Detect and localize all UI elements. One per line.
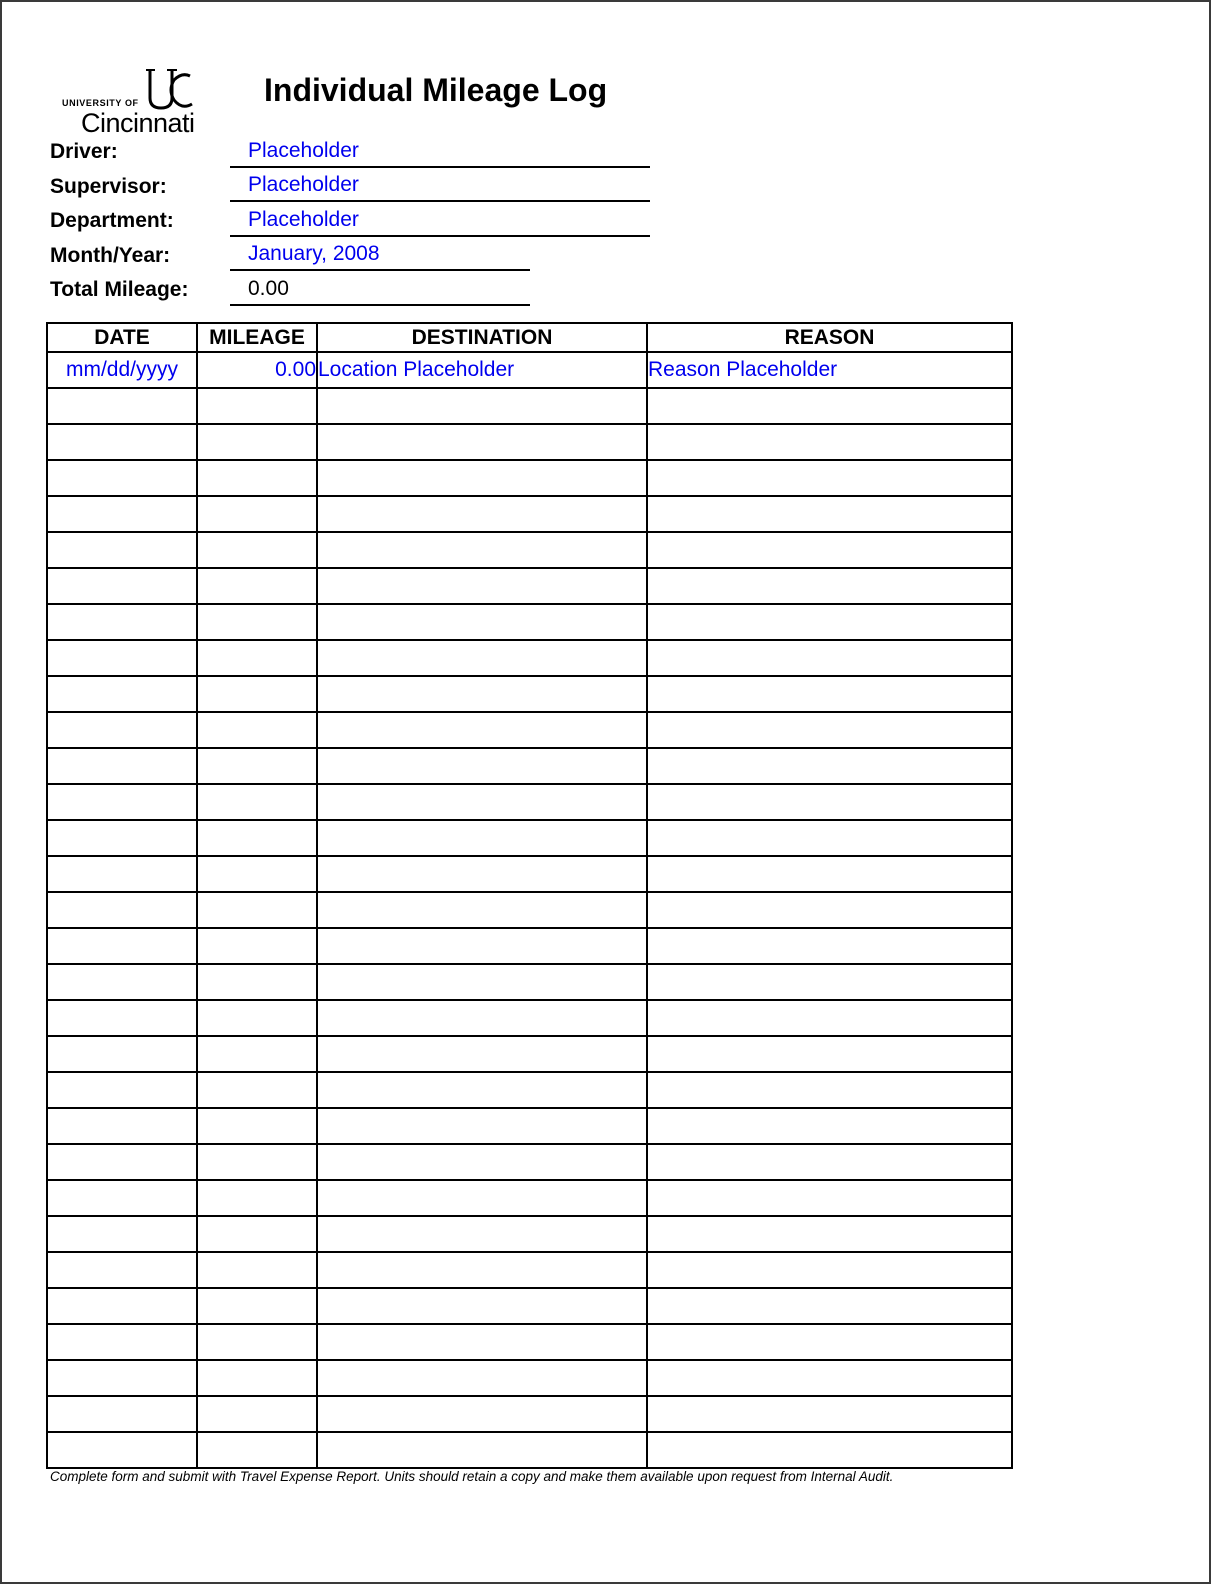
table-row: [47, 1144, 1012, 1180]
table-row: [47, 604, 1012, 640]
footnote: Complete form and submit with Travel Expense Report. Units should retain a copy and make them available upon request from Internal Audit.: [50, 1469, 894, 1484]
column-header-destination: DESTINATION: [317, 323, 647, 352]
university-logo: [58, 68, 208, 138]
date-cell[interactable]: [47, 1396, 197, 1432]
table-row: [47, 1108, 1012, 1144]
date-cell[interactable]: [47, 424, 197, 460]
mileage-cell[interactable]: [197, 748, 317, 784]
table-row: [47, 568, 1012, 604]
reason-cell[interactable]: [647, 640, 1012, 676]
mileage-table: [46, 322, 1013, 1469]
destination-cell[interactable]: [317, 640, 647, 676]
table-row: [47, 388, 1012, 424]
date-cell[interactable]: [47, 388, 197, 424]
mileage-cell[interactable]: [197, 1288, 317, 1324]
date-cell[interactable]: [47, 1324, 197, 1360]
mileage-cell[interactable]: [197, 964, 317, 1000]
destination-cell[interactable]: [317, 1072, 647, 1108]
date-cell[interactable]: [47, 1216, 197, 1252]
table-row: [47, 964, 1012, 1000]
mileage-cell[interactable]: [197, 1216, 317, 1252]
table-row: [47, 748, 1012, 784]
destination-cell[interactable]: [317, 820, 647, 856]
reason-cell[interactable]: [647, 1072, 1012, 1108]
date-cell[interactable]: [47, 532, 197, 568]
driver-label: Driver:: [50, 140, 118, 163]
table-row: [47, 1036, 1012, 1072]
table-row: [47, 1216, 1012, 1252]
logo-cincinnati: Cincinnati: [81, 108, 195, 138]
destination-cell[interactable]: [317, 532, 647, 568]
reason-cell[interactable]: [647, 748, 1012, 784]
date-cell[interactable]: [47, 892, 197, 928]
table-row: [47, 1288, 1012, 1324]
date-cell[interactable]: [47, 496, 197, 532]
destination-cell[interactable]: [317, 1000, 647, 1036]
reason-cell[interactable]: [647, 784, 1012, 820]
date-cell[interactable]: [47, 1252, 197, 1288]
table-row: [47, 784, 1012, 820]
destination-cell[interactable]: [317, 1396, 647, 1432]
destination-cell[interactable]: [317, 676, 647, 712]
reason-cell[interactable]: [647, 604, 1012, 640]
mileage-cell[interactable]: [197, 604, 317, 640]
mileage-cell[interactable]: 0.00: [197, 352, 317, 388]
logo-university-of: UNIVERSITY OF: [62, 98, 139, 108]
date-cell[interactable]: [47, 1180, 197, 1216]
date-cell[interactable]: [47, 964, 197, 1000]
total-mileage-label: Total Mileage:: [50, 278, 189, 301]
mileage-cell[interactable]: [197, 388, 317, 424]
destination-cell[interactable]: [317, 1360, 647, 1396]
destination-cell[interactable]: [317, 496, 647, 532]
destination-cell[interactable]: Location Placeholder: [317, 352, 647, 388]
date-cell[interactable]: mm/dd/yyyy: [47, 352, 197, 388]
destination-cell[interactable]: [317, 1108, 647, 1144]
date-cell[interactable]: [47, 748, 197, 784]
date-cell[interactable]: [47, 1108, 197, 1144]
destination-cell[interactable]: [317, 856, 647, 892]
date-cell[interactable]: [47, 928, 197, 964]
mileage-cell[interactable]: [197, 1072, 317, 1108]
mileage-cell[interactable]: [197, 1324, 317, 1360]
mileage-cell[interactable]: [197, 460, 317, 496]
date-cell[interactable]: [47, 1000, 197, 1036]
reason-cell[interactable]: [647, 712, 1012, 748]
reason-cell[interactable]: [647, 1180, 1012, 1216]
column-header-reason: REASON: [647, 323, 1012, 352]
column-header-mileage: MILEAGE: [197, 323, 317, 352]
destination-cell[interactable]: [317, 424, 647, 460]
destination-cell[interactable]: [317, 1144, 647, 1180]
mileage-cell[interactable]: [197, 712, 317, 748]
supervisor-label: Supervisor:: [50, 175, 167, 198]
date-cell[interactable]: [47, 460, 197, 496]
date-cell[interactable]: [47, 640, 197, 676]
reason-cell[interactable]: [647, 496, 1012, 532]
destination-cell[interactable]: [317, 1324, 647, 1360]
date-cell[interactable]: [47, 1144, 197, 1180]
destination-cell[interactable]: [317, 604, 647, 640]
destination-cell[interactable]: [317, 784, 647, 820]
table-row: [47, 352, 1012, 388]
destination-cell[interactable]: [317, 964, 647, 1000]
date-cell[interactable]: [47, 568, 197, 604]
destination-cell[interactable]: [317, 1036, 647, 1072]
reason-cell[interactable]: [647, 892, 1012, 928]
mileage-cell[interactable]: [197, 1180, 317, 1216]
reason-cell[interactable]: [647, 1252, 1012, 1288]
reason-cell[interactable]: [647, 1216, 1012, 1252]
reason-cell[interactable]: [647, 460, 1012, 496]
table-row: [47, 496, 1012, 532]
reason-cell[interactable]: [647, 820, 1012, 856]
mileage-cell[interactable]: [197, 928, 317, 964]
reason-cell[interactable]: [647, 424, 1012, 460]
mileage-cell[interactable]: [197, 424, 317, 460]
total-mileage-field: 0.00: [230, 277, 530, 306]
date-cell[interactable]: [47, 1072, 197, 1108]
mileage-cell[interactable]: [197, 1396, 317, 1432]
table-row: [47, 424, 1012, 460]
date-cell[interactable]: [47, 1360, 197, 1396]
mileage-cell[interactable]: [197, 784, 317, 820]
date-cell[interactable]: [47, 856, 197, 892]
mileage-cell[interactable]: [197, 1432, 317, 1468]
mileage-cell[interactable]: [197, 640, 317, 676]
reason-cell[interactable]: [647, 964, 1012, 1000]
mileage-cell[interactable]: [197, 496, 317, 532]
mileage-cell[interactable]: [197, 892, 317, 928]
reason-cell[interactable]: [647, 1360, 1012, 1396]
department-field[interactable]: Placeholder: [230, 208, 650, 237]
destination-cell[interactable]: [317, 1252, 647, 1288]
mileage-cell[interactable]: [197, 1036, 317, 1072]
reason-cell[interactable]: [647, 1324, 1012, 1360]
date-cell[interactable]: [47, 1288, 197, 1324]
destination-cell[interactable]: [317, 388, 647, 424]
date-cell[interactable]: [47, 1036, 197, 1072]
reason-cell[interactable]: [647, 1288, 1012, 1324]
uc-monogram-icon: [144, 68, 208, 110]
table-row: [47, 1432, 1012, 1468]
reason-cell[interactable]: [647, 676, 1012, 712]
table-row: [47, 1360, 1012, 1396]
reason-cell[interactable]: [647, 1396, 1012, 1432]
date-cell[interactable]: [47, 784, 197, 820]
reason-cell[interactable]: [647, 928, 1012, 964]
date-cell[interactable]: [47, 604, 197, 640]
driver-field[interactable]: Placeholder: [230, 139, 650, 168]
destination-cell[interactable]: [317, 748, 647, 784]
reason-cell[interactable]: [647, 1036, 1012, 1072]
destination-cell[interactable]: [317, 892, 647, 928]
mileage-cell[interactable]: [197, 856, 317, 892]
mileage-cell[interactable]: [197, 1144, 317, 1180]
table-row: [47, 928, 1012, 964]
table-row: [47, 712, 1012, 748]
supervisor-field[interactable]: Placeholder: [230, 173, 650, 202]
mileage-cell[interactable]: [197, 820, 317, 856]
table-row: [47, 1000, 1012, 1036]
date-cell[interactable]: [47, 712, 197, 748]
reason-cell[interactable]: [647, 1000, 1012, 1036]
reason-cell[interactable]: [647, 1432, 1012, 1468]
table-row: [47, 1396, 1012, 1432]
reason-cell[interactable]: [647, 856, 1012, 892]
reason-cell[interactable]: Reason Placeholder: [647, 352, 1012, 388]
mileage-cell[interactable]: [197, 1360, 317, 1396]
month-year-field[interactable]: January, 2008: [230, 242, 530, 271]
destination-cell[interactable]: [317, 1180, 647, 1216]
column-header-date: DATE: [47, 323, 197, 352]
table-row: [47, 640, 1012, 676]
table-row: [47, 1324, 1012, 1360]
mileage-cell[interactable]: [197, 1252, 317, 1288]
reason-cell[interactable]: [647, 568, 1012, 604]
destination-cell[interactable]: [317, 1288, 647, 1324]
destination-cell[interactable]: [317, 1216, 647, 1252]
destination-cell[interactable]: [317, 928, 647, 964]
destination-cell[interactable]: [317, 1432, 647, 1468]
table-row: [47, 1252, 1012, 1288]
date-cell[interactable]: [47, 676, 197, 712]
destination-cell[interactable]: [317, 460, 647, 496]
reason-cell[interactable]: [647, 1144, 1012, 1180]
mileage-cell[interactable]: [197, 1000, 317, 1036]
destination-cell[interactable]: [317, 568, 647, 604]
mileage-cell[interactable]: [197, 532, 317, 568]
table-row: [47, 1180, 1012, 1216]
mileage-cell[interactable]: [197, 676, 317, 712]
table-row: [47, 532, 1012, 568]
table-row: [47, 820, 1012, 856]
table-row: [47, 892, 1012, 928]
month-year-label: Month/Year:: [50, 244, 171, 267]
table-row: [47, 856, 1012, 892]
table-row: [47, 676, 1012, 712]
destination-cell[interactable]: [317, 712, 647, 748]
reason-cell[interactable]: [647, 388, 1012, 424]
table-row: [47, 1072, 1012, 1108]
department-label: Department:: [50, 209, 174, 232]
reason-cell[interactable]: [647, 1108, 1012, 1144]
reason-cell[interactable]: [647, 532, 1012, 568]
table-header-row: [47, 323, 1012, 352]
mileage-cell[interactable]: [197, 568, 317, 604]
table-row: [47, 460, 1012, 496]
mileage-cell[interactable]: [197, 1108, 317, 1144]
page-title: Individual Mileage Log: [264, 72, 608, 108]
date-cell[interactable]: [47, 820, 197, 856]
date-cell[interactable]: [47, 1432, 197, 1468]
